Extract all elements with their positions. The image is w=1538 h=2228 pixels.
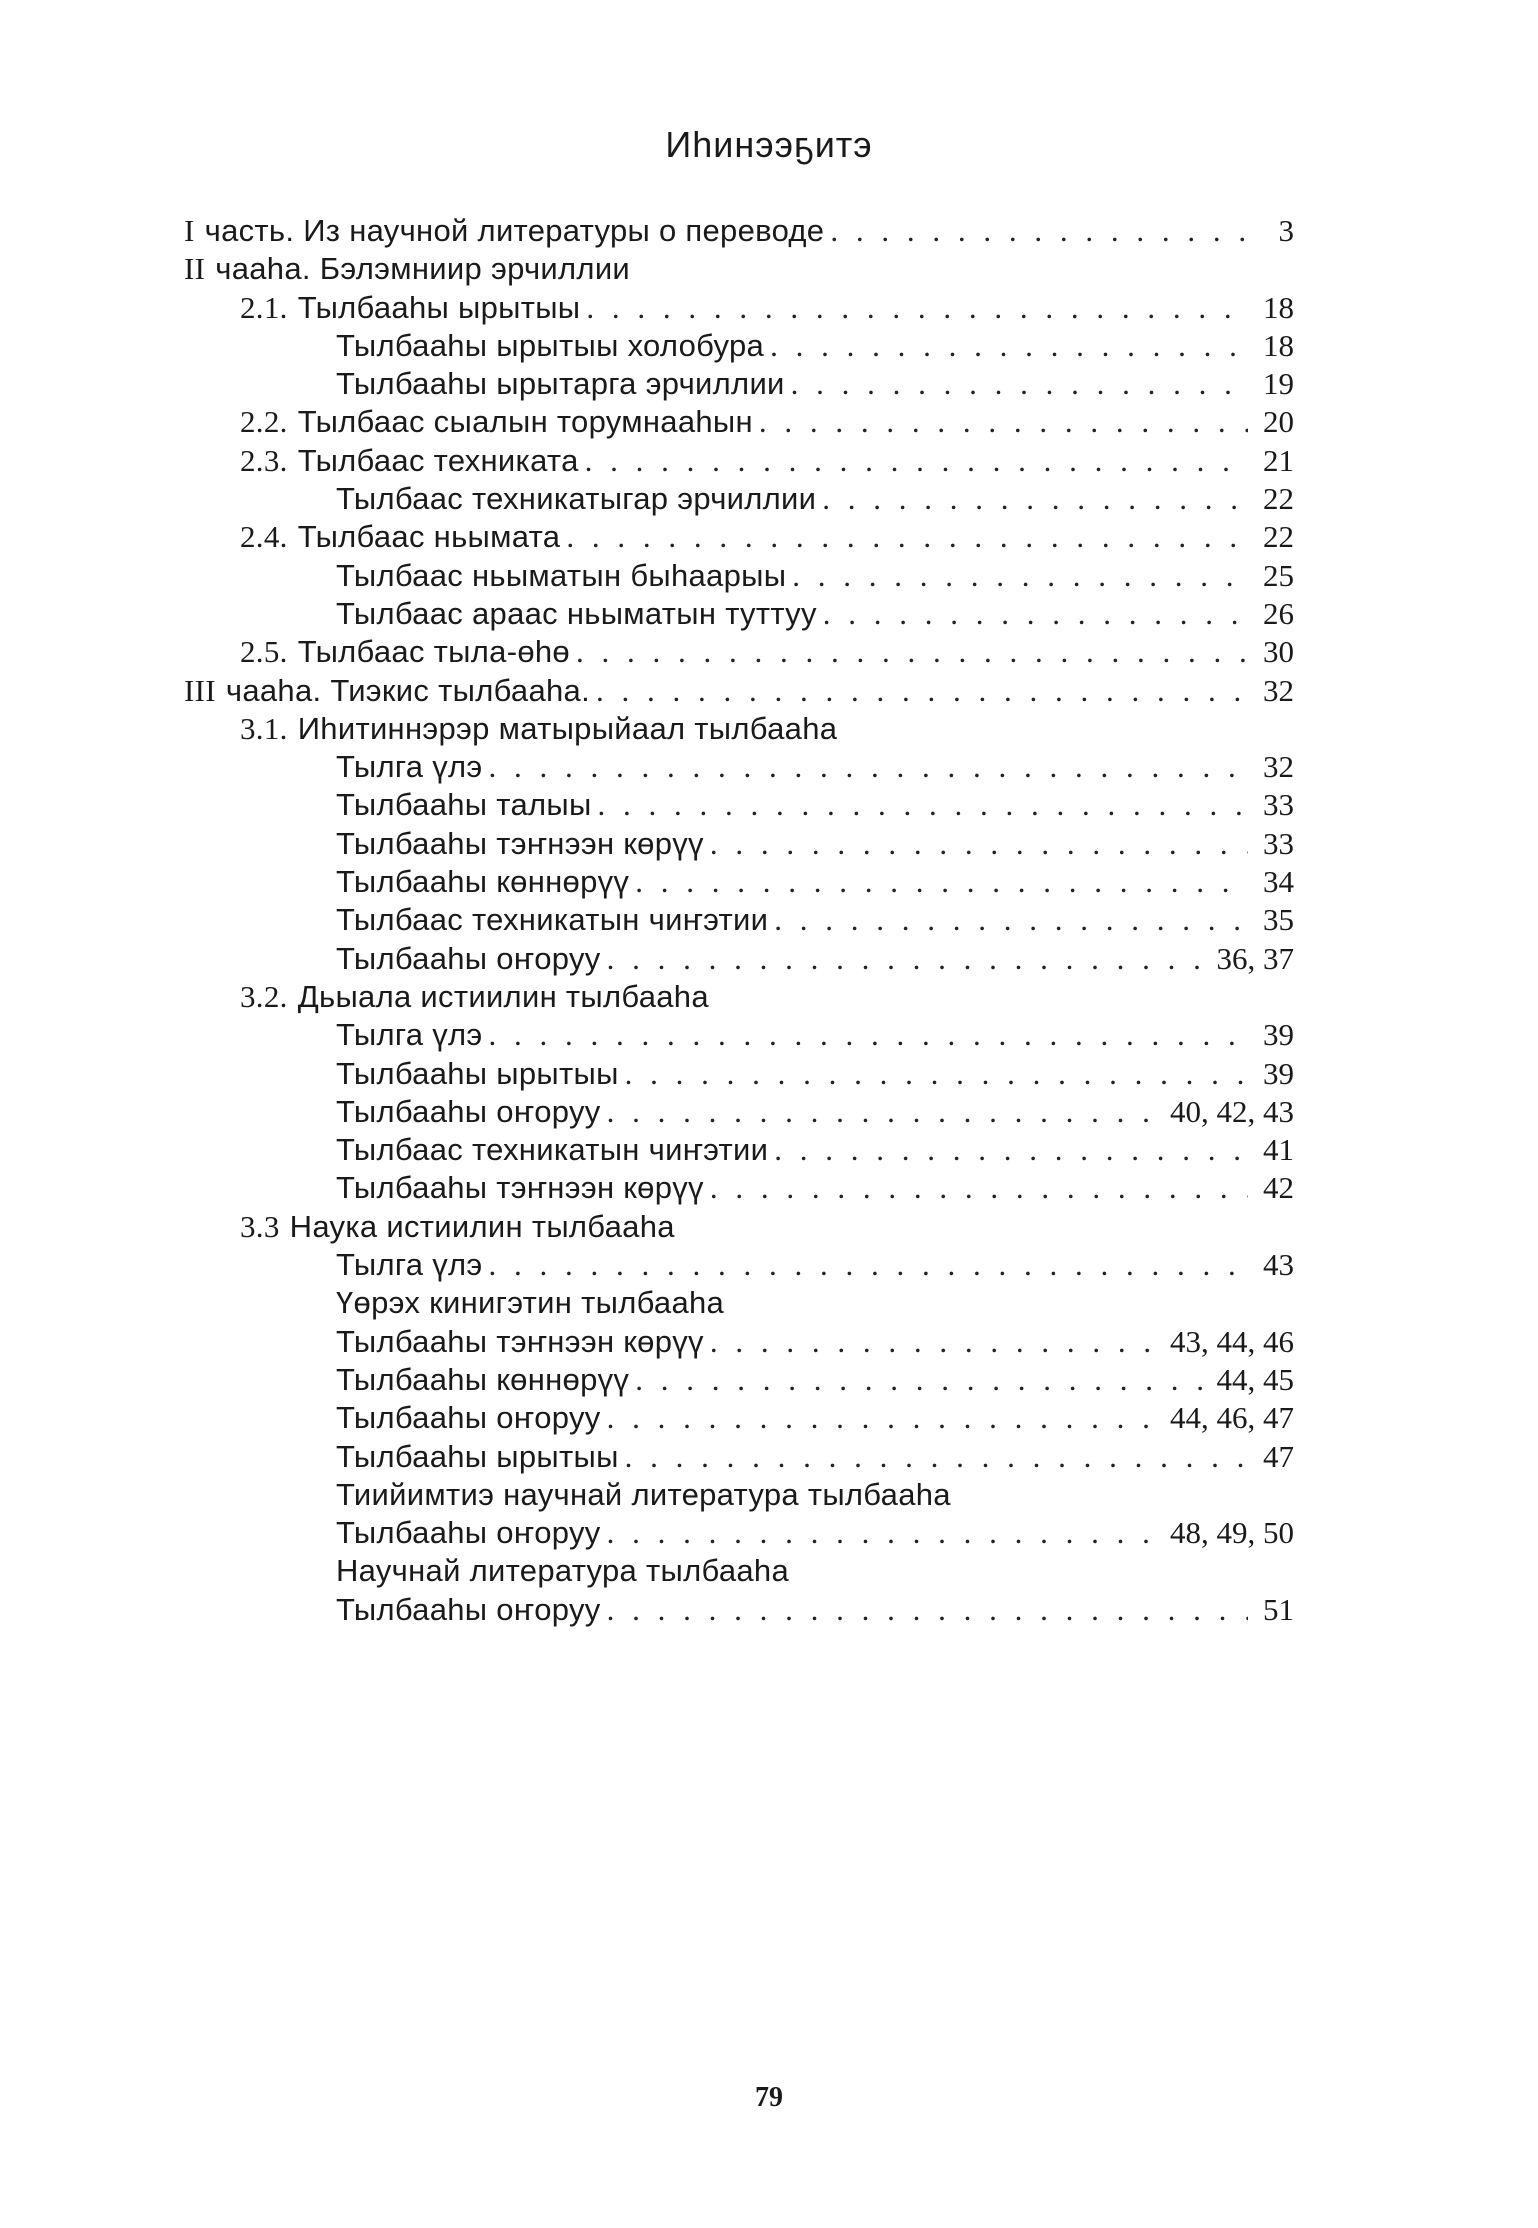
toc-entry-text: Тылбааhы оҥоруу [336, 1400, 601, 1436]
toc-entry [184, 403, 1294, 441]
toc-entry-number: 3.1. [240, 710, 288, 746]
dot-leader [710, 1323, 1164, 1361]
toc-entry-page: 26 [1263, 595, 1294, 631]
toc-entry-page: 34 [1263, 864, 1294, 900]
toc-entry-text: Тылбааhы ырытыы [336, 1438, 619, 1474]
toc-entry-text: Дьыала истиилин тылбааhа [297, 978, 709, 1014]
toc-entry-label [336, 940, 601, 978]
toc-entry-page: 47 [1263, 1438, 1294, 1474]
dot-leader [596, 672, 1248, 710]
toc-entry-page: 33 [1263, 787, 1294, 823]
dot-leader [607, 1514, 1164, 1552]
toc-entry [184, 289, 1294, 327]
toc-entry-label [336, 825, 704, 863]
toc-entry-label [240, 1208, 675, 1246]
toc-entry [184, 1208, 1294, 1246]
toc-entry-text: Наука истиилин тылбааhа [289, 1208, 675, 1244]
toc-entry-number: 3.2. [240, 978, 288, 1014]
dot-leader [774, 901, 1248, 939]
toc-entry-label [336, 1016, 483, 1054]
toc-entry-label [336, 557, 786, 595]
toc-entry-number: 2.3. [240, 442, 288, 478]
toc-entry-label [240, 710, 837, 748]
toc-entry-label [336, 1055, 619, 1093]
toc-entry-page: 39 [1263, 1017, 1294, 1053]
toc-entry-page: 35 [1263, 902, 1294, 938]
toc-entry-page: 32 [1263, 749, 1294, 785]
toc-entry [184, 1361, 1294, 1399]
toc-entry [184, 1131, 1294, 1169]
toc-entry-text: Тылбаас техникатын чиҥэтии [336, 1132, 769, 1168]
toc-entry-text: Тылга үлэ [336, 749, 483, 785]
toc-entry-label [336, 901, 768, 939]
toc-entry-text: Тылбаас араас ньыматын туттуу [336, 595, 817, 631]
page-number: 79 [755, 2082, 783, 2113]
toc-entry-page: 42 [1263, 1170, 1294, 1206]
toc-entry-label [336, 1476, 951, 1514]
toc-entry [184, 710, 1294, 748]
toc-entry-text: Тылбааhы тэҥнээн көрүү [336, 1323, 704, 1359]
toc-entry [184, 518, 1294, 556]
toc-entry-text: Тылбааhы ырытыы [297, 289, 581, 325]
toc-entry-page: 21 [1263, 442, 1294, 478]
dot-leader [607, 1399, 1164, 1437]
toc-entry-label [184, 672, 590, 710]
toc-entry-label [336, 1438, 619, 1476]
toc-entry [184, 901, 1294, 939]
toc-entry-text: Тылбаас техникатыгар эрчиллии [336, 481, 817, 517]
toc-entry-label [336, 786, 592, 824]
toc-entry-text: Тылбааhы оҥоруу [336, 1093, 601, 1129]
toc-entry-label [240, 978, 709, 1016]
toc-entry-label [336, 1323, 704, 1361]
toc-entry-page: 43, 44, 46 [1170, 1323, 1294, 1359]
toc-entry-page: 30 [1263, 634, 1294, 670]
dot-leader [830, 212, 1248, 250]
toc-entry [184, 1284, 1294, 1322]
toc-entry-page: 3 [1278, 213, 1294, 248]
toc-entry-label [336, 1169, 704, 1207]
dot-leader [710, 1169, 1248, 1207]
toc-entry-label [240, 403, 753, 441]
toc-entry-text: Тылбааhы оҥоруу [336, 1591, 601, 1627]
toc-entry-page: 32 [1263, 672, 1294, 708]
dot-leader [774, 1131, 1248, 1169]
toc-entry-text: чааhа. Тиэкис тылбааhа. [225, 672, 591, 708]
toc-entry [184, 825, 1294, 863]
toc-entry-page: 18 [1263, 289, 1294, 325]
dot-leader [625, 1055, 1248, 1093]
dot-leader [625, 1438, 1248, 1476]
toc-entry [184, 1016, 1294, 1054]
toc-entry-number: 2.5. [240, 634, 288, 670]
toc-entry-label [336, 1093, 601, 1131]
toc-entry-label [336, 327, 764, 365]
toc-entry-page: 22 [1263, 481, 1294, 517]
toc-entry-label [240, 289, 580, 327]
toc-entry-text: Үөрэх кинигэтин тылбааhа [336, 1285, 725, 1321]
toc-entry [184, 1093, 1294, 1131]
toc-entry-label [336, 480, 816, 518]
toc-entry-label [336, 748, 483, 786]
dot-leader [489, 1246, 1248, 1284]
toc-entry-label [240, 518, 560, 556]
toc-entry-label [240, 633, 570, 671]
toc-entry [184, 1055, 1294, 1093]
toc-entry-text: Тылбааhы тэҥнээн көрүү [336, 825, 704, 861]
toc-entry [184, 365, 1294, 403]
toc-entry [184, 212, 1294, 250]
toc-entry-text: Тылбаас сыалын торумнааhын [297, 404, 753, 440]
toc-entry-page: 51 [1263, 1591, 1294, 1627]
toc-entry-number: III [184, 672, 216, 708]
toc-entry [184, 595, 1294, 633]
dot-leader [770, 327, 1248, 365]
toc-entry-text: часть. Из научной литературы о переводе [204, 213, 825, 248]
toc-entry-number: 2.1. [240, 289, 288, 325]
toc-entry-text: Тылбааhы ырытарга эрчиллии [336, 366, 785, 402]
toc-entry [184, 250, 1294, 288]
toc-entry-page: 33 [1263, 825, 1294, 861]
toc-entry-label [336, 863, 629, 901]
toc-entry-text: Тылбааhы талыы [336, 787, 592, 823]
dot-leader [607, 1591, 1248, 1629]
toc-entry-number: 3.3 [240, 1208, 280, 1244]
dot-leader [635, 1361, 1210, 1399]
toc-entry [184, 786, 1294, 824]
toc-entry-text: чааhа. Бэлэмниир эрчиллии [215, 251, 631, 287]
toc-entry [184, 978, 1294, 1016]
toc-entry-page: 43 [1263, 1247, 1294, 1283]
toc-entry-label [240, 442, 579, 480]
toc-entry-text: Тылбаас техникатын чиҥэтии [336, 902, 769, 938]
toc-entry-page: 44, 46, 47 [1170, 1400, 1294, 1436]
toc-entry-text: Научнай литература тылбааhа [336, 1553, 789, 1589]
toc-entry [184, 442, 1294, 480]
toc-entry-text: Иhитиннэрэр матырыйаал тылбааhа [297, 710, 838, 746]
toc-entry [184, 1438, 1294, 1476]
page-title: Иhинээҕитэ [665, 124, 873, 165]
dot-leader [489, 748, 1248, 786]
toc-entry-label [336, 1514, 601, 1552]
dot-leader [566, 518, 1248, 556]
toc-entry-label [184, 212, 824, 250]
dot-leader [635, 863, 1248, 901]
toc-entry [184, 1246, 1294, 1284]
dot-leader [792, 557, 1248, 595]
toc-entry [184, 1514, 1294, 1552]
toc-entry-page: 36, 37 [1216, 940, 1294, 976]
table-of-contents [184, 212, 1294, 1629]
toc-entry-label [336, 365, 785, 403]
dot-leader [710, 825, 1248, 863]
toc-entry-text: Тиийимтиэ научнай литература тылбааhа [336, 1476, 951, 1512]
toc-entry-page: 41 [1263, 1132, 1294, 1168]
toc-entry-page: 22 [1263, 519, 1294, 555]
toc-entry-label [336, 1284, 724, 1322]
dot-leader [791, 365, 1248, 403]
dot-leader [586, 289, 1248, 327]
toc-entry-label [336, 595, 817, 633]
toc-entry-page: 25 [1263, 557, 1294, 593]
toc-entry [184, 633, 1294, 671]
toc-entry-text: Тылбааhы оҥоруу [336, 940, 601, 976]
toc-entry [184, 1476, 1294, 1514]
toc-entry-text: Тылбаас ньыматын быhаарыы [336, 557, 787, 593]
toc-entry-page: 20 [1263, 404, 1294, 440]
toc-entry-label [336, 1361, 629, 1399]
toc-entry-number: 2.4. [240, 519, 288, 555]
toc-entry [184, 1552, 1294, 1590]
dot-leader [822, 480, 1248, 518]
toc-entry-text: Тылбааhы оҥоруу [336, 1515, 601, 1551]
dot-leader [759, 403, 1248, 441]
toc-entry-text: Тылга үлэ [336, 1017, 483, 1053]
toc-entry-number: II [184, 251, 206, 287]
toc-entry-text: Тылбааhы көннөрүү [336, 864, 630, 900]
toc-entry [184, 1591, 1294, 1629]
toc-entry [184, 327, 1294, 365]
toc-entry-label [336, 1591, 601, 1629]
toc-entry-label [336, 1131, 768, 1169]
toc-entry-text: Тылбааhы тэҥнээн көрүү [336, 1170, 704, 1206]
toc-entry-page: 18 [1263, 327, 1294, 363]
toc-entry-text: Тылбаас тыла-өhө [297, 634, 570, 670]
toc-entry-text: Тылбааhы ырытыы [336, 1055, 619, 1091]
dot-leader [607, 1093, 1164, 1131]
toc-entry [184, 557, 1294, 595]
dot-leader [585, 442, 1248, 480]
toc-entry [184, 1323, 1294, 1361]
toc-entry [184, 863, 1294, 901]
toc-entry-label [336, 1246, 483, 1284]
toc-entry-label [336, 1399, 601, 1437]
toc-entry [184, 480, 1294, 518]
toc-entry-label [336, 1552, 789, 1590]
dot-leader [598, 786, 1248, 824]
toc-entry-label [184, 250, 630, 288]
toc-entry-text: Тылбааhы көннөрүү [336, 1361, 630, 1397]
toc-entry-page: 40, 42, 43 [1170, 1093, 1294, 1129]
toc-entry [184, 940, 1294, 978]
dot-leader [607, 940, 1211, 978]
toc-entry-page: 48, 49, 50 [1170, 1515, 1294, 1551]
toc-entry-page: 39 [1263, 1055, 1294, 1091]
toc-entry [184, 1399, 1294, 1437]
toc-entry-text: Тылбаас техниката [297, 442, 579, 478]
toc-entry-number: I [184, 213, 195, 248]
toc-entry-page: 44, 45 [1216, 1361, 1294, 1397]
dot-leader [823, 595, 1248, 633]
dot-leader [489, 1016, 1248, 1054]
toc-entry [184, 748, 1294, 786]
toc-entry-page: 19 [1263, 366, 1294, 402]
toc-entry-text: Тылга үлэ [336, 1247, 483, 1283]
toc-entry [184, 672, 1294, 710]
toc-entry-text: Тылбааhы ырытыы холобура [336, 327, 765, 363]
dot-leader [576, 633, 1248, 671]
toc-entry [184, 1169, 1294, 1207]
toc-entry-text: Тылбаас ньымата [297, 519, 561, 555]
toc-entry-number: 2.2. [240, 404, 288, 440]
